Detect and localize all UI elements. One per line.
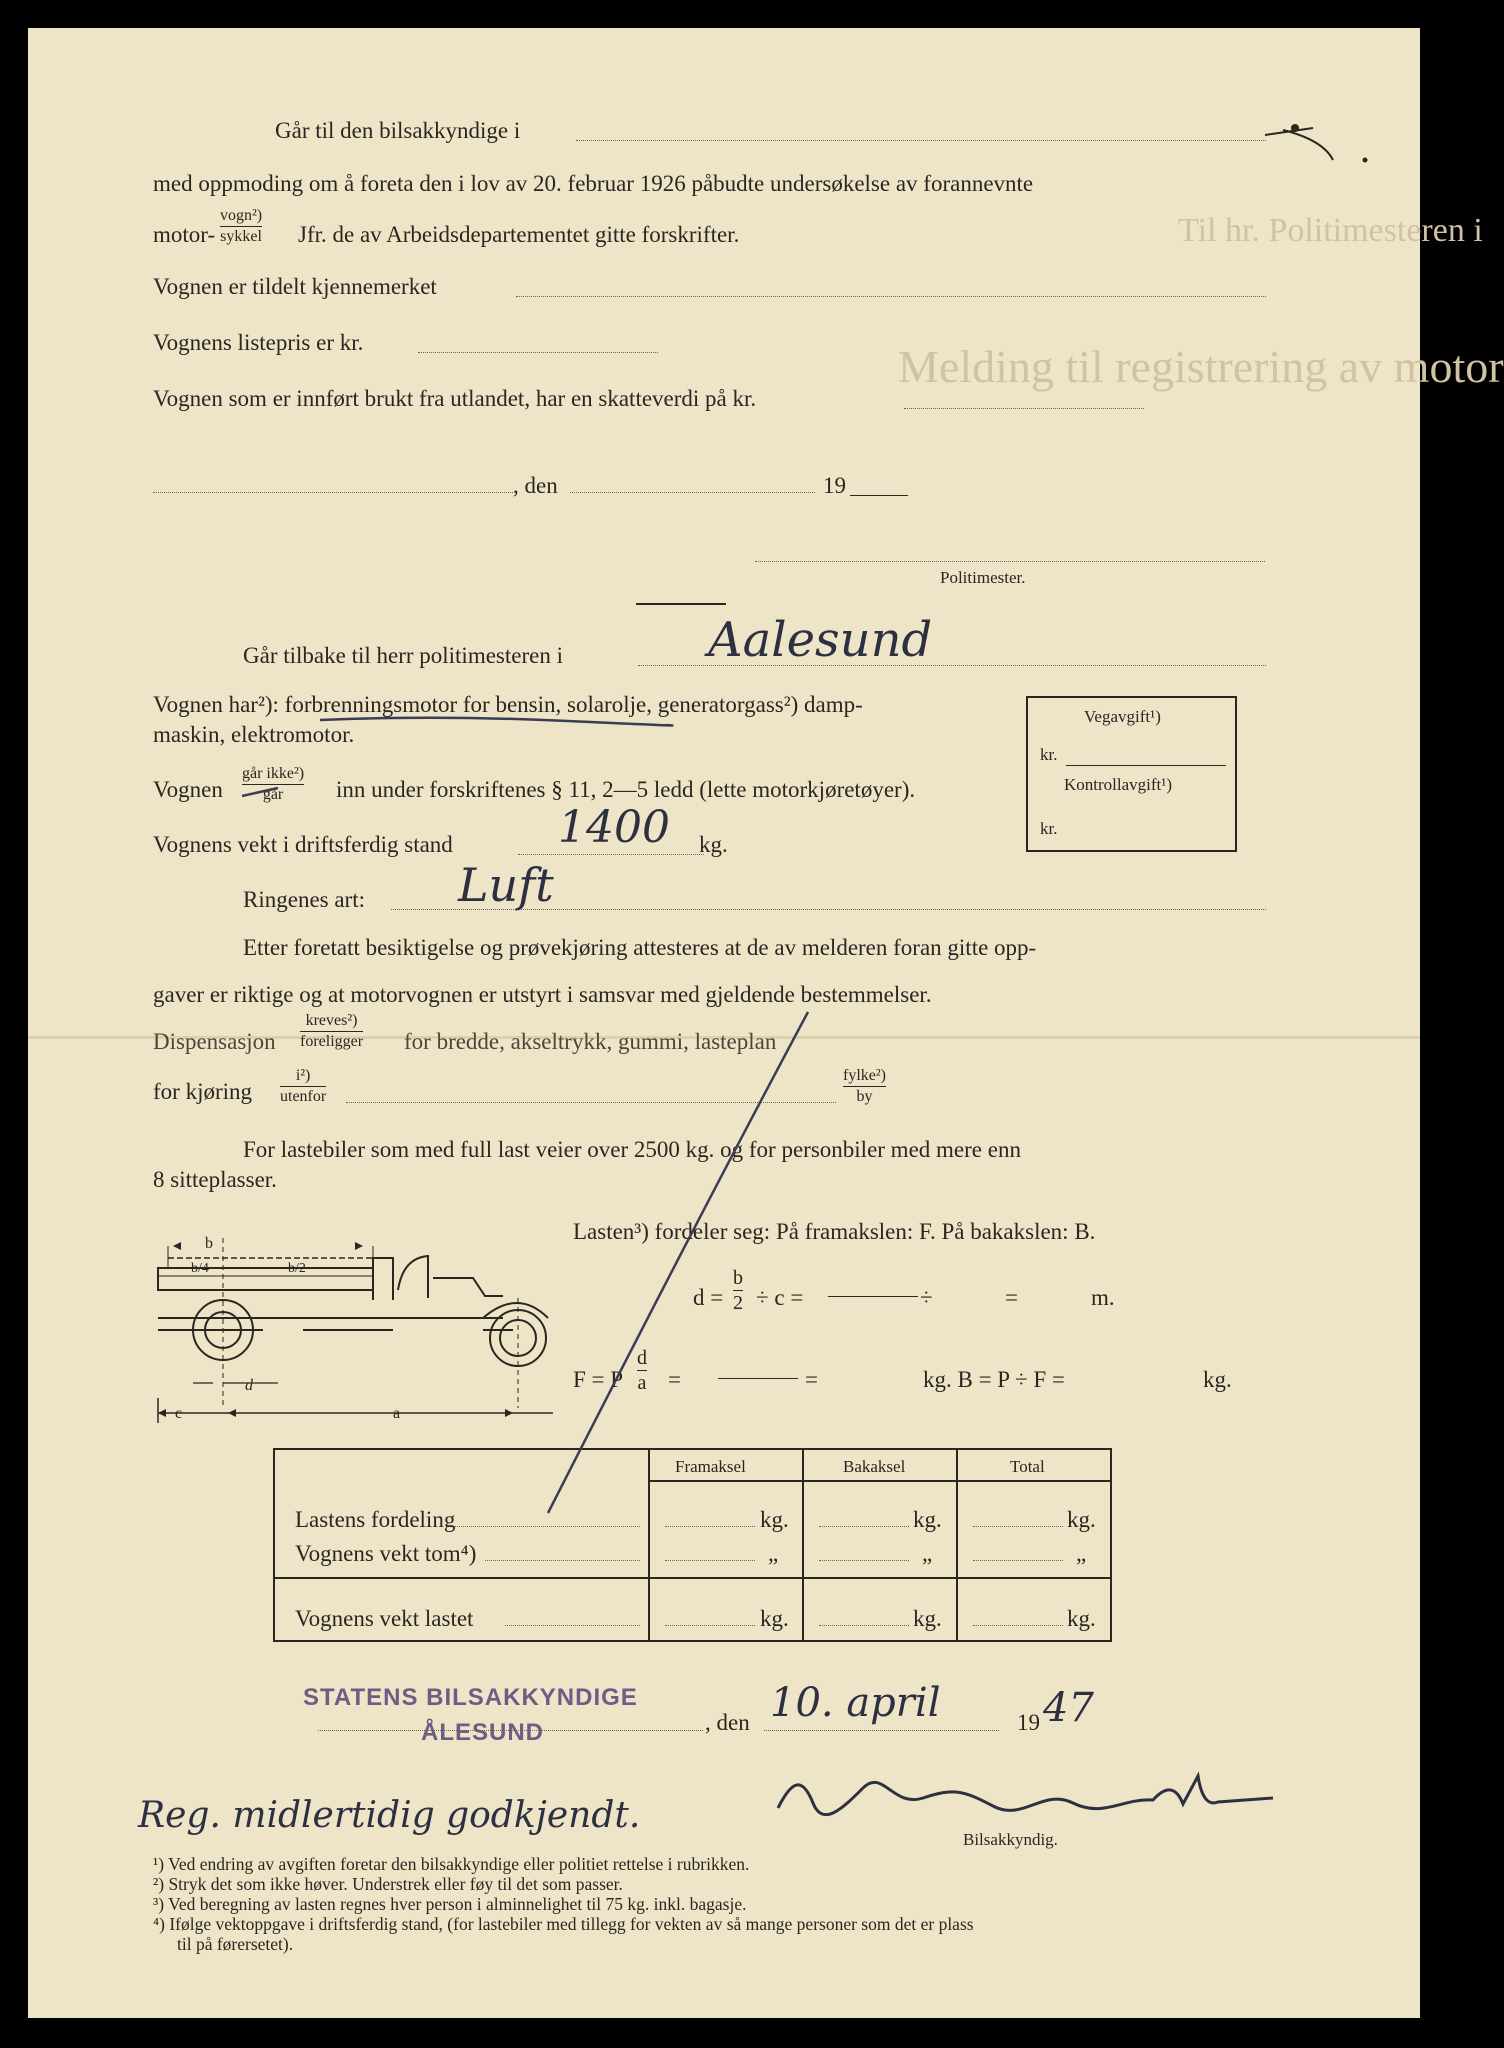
dispensation-fraction-top: kreves²) [300, 1013, 363, 1032]
handwritten-tyres: Luft [458, 858, 554, 912]
rules-fraction-top: går ikke²) [242, 766, 304, 785]
tyres-label: Ringenes art: [243, 887, 365, 912]
strikethrough-gar [240, 782, 284, 802]
motor-fraction [220, 208, 262, 245]
registration-field [516, 296, 1266, 297]
footnote-1 [153, 1856, 749, 1874]
signature-date-field [764, 1730, 999, 1731]
footnote-text: Ved beregning av lasten regnes hver person i alminnelighet til 75 kg. inkl. bagasje. [168, 1894, 747, 1914]
year-label: 19 [823, 473, 846, 498]
fee-box [1026, 696, 1237, 852]
motor-prefix: motor- [153, 222, 216, 247]
table-cell-unit: „ [768, 1541, 779, 1566]
driving-fraction [280, 1068, 326, 1105]
goes-to-label: Går til den bilsakkyndige i [275, 118, 521, 143]
inspector-label: Bilsakkyndig. [963, 1830, 1058, 1849]
signature-den-label: , den [705, 1710, 750, 1735]
driving-fraction-bottom: utenfor [280, 1088, 327, 1105]
table-header-front: Framaksel [675, 1457, 746, 1476]
table-cell-field [819, 1625, 909, 1626]
attest-line-2: gaver er riktige og at motorvognen er utstyrt i samsvar med gjeldende bestemmelser. [153, 982, 932, 1007]
goes-to-field [576, 140, 1266, 141]
table-cell-field [665, 1560, 755, 1561]
table-cell-unit: kg. [913, 1606, 942, 1631]
table-cell-unit: „ [1076, 1541, 1087, 1566]
tax-value-field [904, 408, 1144, 409]
diagram-label-a: a [393, 1405, 401, 1422]
engine-line-1: Vognen har²): forbrenningsmotor for bensin, solarolje, generatorgass²) damp- [153, 692, 863, 717]
control-fee-label: Kontrollavgift¹) [1064, 775, 1173, 794]
motor-fraction-bottom: sykkel [220, 228, 262, 245]
table-row-leader [485, 1560, 640, 1561]
table-cell-unit: kg. [1067, 1507, 1096, 1532]
driving-label: for kjøring [153, 1079, 253, 1104]
table-cell-unit: kg. [760, 1606, 789, 1631]
footnote-mark: ²) [153, 1874, 165, 1894]
registration-label: Vognen er tildelt kjennemerket [153, 274, 437, 299]
table-cell-unit: kg. [760, 1507, 789, 1532]
road-fee-kr: kr. [1040, 745, 1058, 764]
list-price-label: Vognens listepris er kr. [153, 330, 364, 355]
diagram-label-c: c [175, 1405, 183, 1422]
engine-underline [318, 712, 678, 732]
control-fee-kr: kr. [1040, 819, 1058, 838]
list-price-field [418, 352, 658, 353]
footnote-text: Stryk det som ikke høver. Understrek eller føy til det som passer. [168, 1874, 623, 1894]
footnote-mark: ⁴) [153, 1914, 165, 1934]
table-row-leader [505, 1625, 640, 1626]
table-cell-unit: kg. [1067, 1606, 1096, 1631]
trucks-line-2: 8 sitteplasser. [153, 1167, 277, 1192]
handwritten-diagonal-stroke [528, 1008, 828, 1528]
police-signature-field [755, 561, 1265, 562]
motor-suffix: Jfr. de av Arbeidsdepartementet gitte forskrifter. [298, 222, 740, 247]
footnote-mark: ¹) [153, 1854, 165, 1874]
inspector-place-field [318, 1730, 703, 1731]
formula-f-equals-1: = [668, 1367, 681, 1392]
request-text: med oppmoding om å foreta den i lov av 20. februar 1926 påbudte undersøkelse av forannevnte [153, 171, 1034, 196]
dispensation-fraction-bottom: foreligger [300, 1033, 364, 1050]
diagram-label-b: b [205, 1235, 213, 1252]
weight-label: Vognens vekt i driftsferdig stand [153, 832, 453, 857]
bleed-through-heading: Melding til registrering av motor [898, 341, 1504, 392]
formula-blank-1 [828, 1296, 918, 1297]
road-fee-label: Vegavgift¹) [1084, 707, 1161, 726]
footnote-text: Ved endring av avgiften foretar den bilsakkyndige eller politiet rettelse i rubrikken. [168, 1854, 750, 1874]
formula-fd: d [637, 1347, 647, 1369]
footnote-2 [153, 1876, 623, 1894]
motor-fraction-top: vogn²) [220, 208, 262, 227]
bleed-through-text: Til hr. Politimesteren i [1178, 212, 1483, 249]
table-divider-3 [956, 1450, 958, 1640]
inspector-stamp-line-1: STATENS BILSAKKYNDIGE [303, 1684, 638, 1711]
formula-f: F = P [573, 1367, 624, 1392]
diagram-label-b2: b/2 [288, 1261, 306, 1276]
formula-d-rest: ÷ c = [756, 1285, 804, 1310]
road-fee-field [1066, 765, 1226, 766]
table-cell-field [665, 1625, 755, 1626]
formula-kg-b: kg. B = P ÷ F = [923, 1367, 1065, 1392]
formula-d-start: d = [693, 1285, 724, 1310]
formula-fa: a [637, 1372, 647, 1394]
vognen-label: Vognen [153, 777, 223, 802]
rules-text: inn under forskriftenes § 11, 2—5 ledd (lette motorkjøretøyer). [336, 777, 916, 802]
return-to-label: Går tilbake til herr politimesteren i [243, 643, 563, 668]
handwritten-city: Aalesund [708, 612, 933, 668]
signature-year-prefix: 19 [1017, 1710, 1040, 1735]
county-fraction-bottom: by [856, 1088, 873, 1105]
handwritten-date: 10. april [770, 1680, 941, 1726]
tax-value-label: Vognen som er innført brukt fra utlandet, har en skatteverdi på kr. [153, 386, 757, 411]
handwritten-note: Reg. midlertidig godkjendt. [138, 1795, 641, 1836]
trucks-line-1: For lastebiler som med full last veier over 2500 kg. og for personbiler med mere enn [243, 1137, 1021, 1162]
table-header-rear: Bakaksel [843, 1457, 906, 1476]
table-header-total: Total [1010, 1457, 1045, 1476]
footnote-4-continued [177, 1936, 293, 1954]
place-field [153, 492, 513, 493]
dispensation-text: for bredde, akseltrykk, gummi, lasteplan [404, 1029, 777, 1054]
footnote-4 [153, 1916, 974, 1934]
county-fraction [843, 1068, 886, 1105]
formula-f-equals-2: = [805, 1367, 818, 1392]
handwritten-weight: 1400 [558, 802, 670, 853]
table-cell-unit: kg. [913, 1507, 942, 1532]
inspector-signature [773, 1768, 1283, 1828]
table-cell-field [819, 1526, 909, 1527]
year-field [850, 495, 908, 496]
footnote-text: Ifølge vektoppgave i driftsferdig stand, (for lastebiler med tillegg for vekten av så mange personer som det er plass [169, 1914, 974, 1934]
formula-divide: ÷ [920, 1285, 933, 1310]
table-cell-unit: „ [922, 1541, 933, 1566]
table-row-label: Vognens vekt lastet [295, 1606, 474, 1631]
truck-diagram [153, 1218, 573, 1458]
table-cell-field [973, 1526, 1063, 1527]
table-cell-field [973, 1625, 1063, 1626]
county-fraction-top: fylke²) [843, 1068, 886, 1087]
ink-mark [1263, 110, 1373, 180]
table-total-rule [275, 1577, 1110, 1579]
inspector-stamp-line-2: ÅLESUND [421, 1719, 545, 1746]
footnote-3 [153, 1896, 746, 1914]
footnote-mark: ³) [153, 1894, 165, 1914]
weight-field [518, 854, 704, 855]
diagram-label-d: d [245, 1377, 253, 1394]
date-field [570, 492, 815, 493]
load-distribution-text: Lasten³) fordeler seg: På framakslen: F. På bakakslen: B. [573, 1219, 1096, 1244]
table-row-label: Lastens fordeling [295, 1507, 456, 1532]
table-row-label: Vognens vekt tom⁴) [295, 1541, 477, 1566]
police-chief-label: Politimester. [940, 568, 1026, 587]
formula-m: m. [1091, 1285, 1115, 1310]
weight-unit: kg. [699, 832, 728, 857]
form-page [28, 28, 1504, 2018]
handwritten-year: 47 [1043, 1685, 1094, 1731]
driving-fraction-top: i²) [280, 1068, 326, 1087]
formula-b: b [733, 1267, 743, 1289]
attest-line-1: Etter foretatt besiktigelse og prøvekjøring attesteres at de av melderen foran gitte opp- [243, 935, 1037, 960]
footnote-text: til på førersetet). [177, 1934, 294, 1954]
formula-2: 2 [733, 1292, 743, 1314]
engine-line-2: maskin, elektromotor. [153, 722, 355, 747]
den-label: , den [513, 473, 558, 498]
table-cell-field [973, 1560, 1063, 1561]
formula-equals: = [1005, 1285, 1018, 1310]
dispensation-label: Dispensasjon [153, 1029, 276, 1054]
table-cell-field [819, 1560, 909, 1561]
section-divider [636, 603, 726, 605]
diagram-label-b4: b/4 [191, 1261, 209, 1276]
formula-kg: kg. [1203, 1367, 1232, 1392]
dispensation-fraction [300, 1013, 363, 1050]
rules-fraction-bottom: går [262, 786, 284, 803]
